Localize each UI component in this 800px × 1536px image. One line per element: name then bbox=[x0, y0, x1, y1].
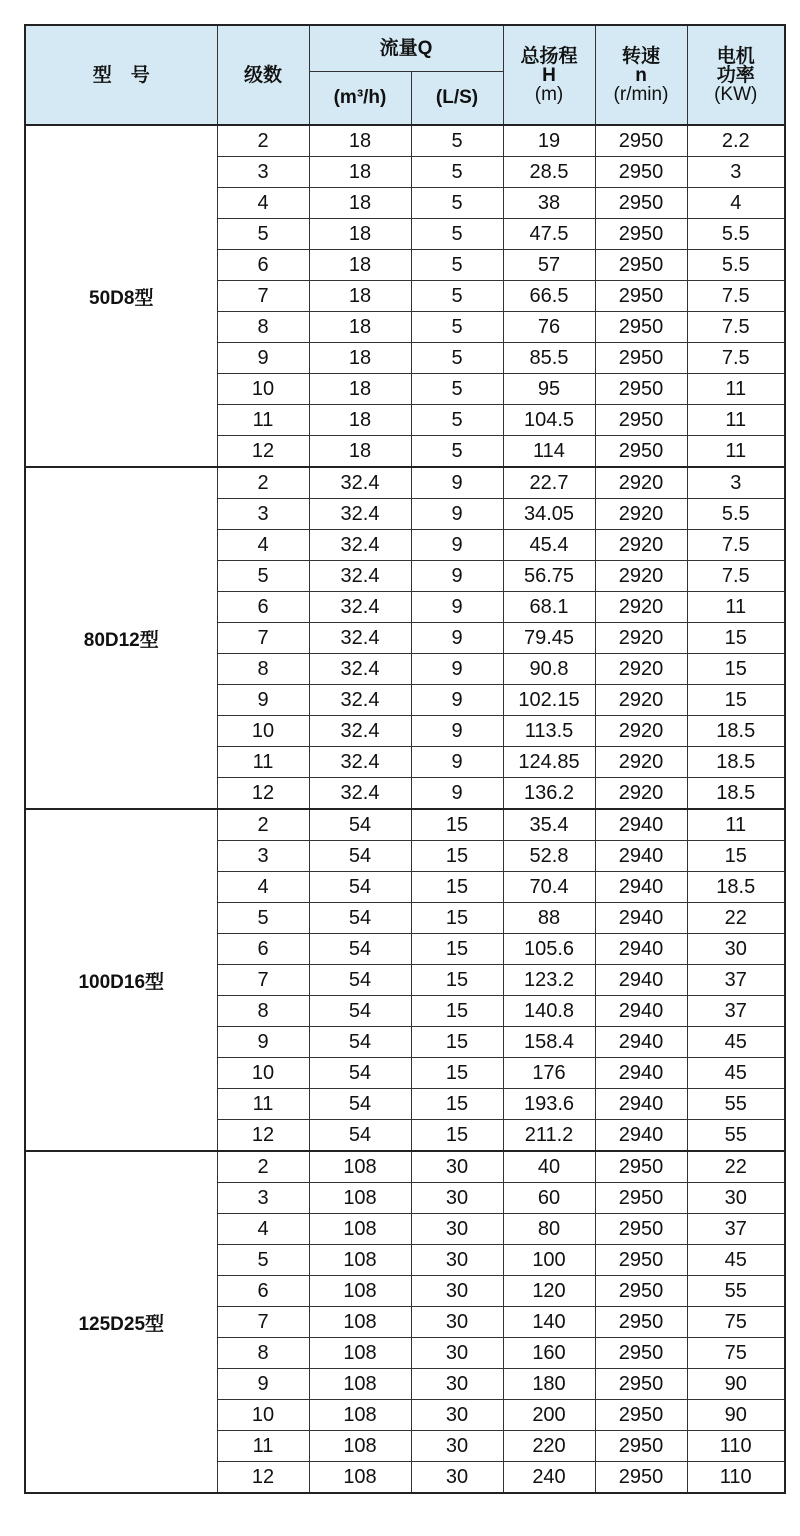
stages-cell: 7 bbox=[217, 965, 309, 996]
stages-cell: 4 bbox=[217, 188, 309, 219]
flow-ls-cell: 15 bbox=[411, 1027, 503, 1058]
stages-cell: 3 bbox=[217, 157, 309, 188]
stages-cell: 8 bbox=[217, 312, 309, 343]
power-cell: 18.5 bbox=[687, 778, 785, 810]
flow-m3h-cell: 54 bbox=[309, 965, 411, 996]
speed-cell: 2940 bbox=[595, 965, 687, 996]
table-row bbox=[25, 467, 785, 499]
flow-ls-cell: 15 bbox=[411, 965, 503, 996]
power-cell: 22 bbox=[687, 1151, 785, 1183]
flow-ls-cell: 15 bbox=[411, 809, 503, 841]
flow-ls-cell: 5 bbox=[411, 219, 503, 250]
flow-ls-cell: 30 bbox=[411, 1431, 503, 1462]
head-cell: 60 bbox=[503, 1183, 595, 1214]
flow-m3h-cell: 54 bbox=[309, 809, 411, 841]
head-cell: 88 bbox=[503, 903, 595, 934]
flow-ls-cell: 30 bbox=[411, 1369, 503, 1400]
flow-m3h-cell: 54 bbox=[309, 841, 411, 872]
power-cell: 15 bbox=[687, 841, 785, 872]
header-speed-unit: (r/min) bbox=[613, 83, 669, 105]
flow-ls-cell: 30 bbox=[411, 1183, 503, 1214]
speed-cell: 2950 bbox=[595, 1307, 687, 1338]
flow-m3h-cell: 32.4 bbox=[309, 467, 411, 499]
stages-cell: 8 bbox=[217, 996, 309, 1027]
flow-m3h-cell: 18 bbox=[309, 374, 411, 405]
head-cell: 211.2 bbox=[503, 1120, 595, 1152]
power-cell: 90 bbox=[687, 1369, 785, 1400]
head-cell: 70.4 bbox=[503, 872, 595, 903]
power-cell: 55 bbox=[687, 1120, 785, 1152]
head-cell: 57 bbox=[503, 250, 595, 281]
head-cell: 56.75 bbox=[503, 561, 595, 592]
power-cell: 11 bbox=[687, 374, 785, 405]
stages-cell: 10 bbox=[217, 1400, 309, 1431]
power-cell: 37 bbox=[687, 965, 785, 996]
speed-cell: 2950 bbox=[595, 250, 687, 281]
power-cell: 75 bbox=[687, 1338, 785, 1369]
flow-ls-cell: 5 bbox=[411, 125, 503, 157]
speed-cell: 2920 bbox=[595, 685, 687, 716]
speed-cell: 2950 bbox=[595, 1214, 687, 1245]
head-cell: 105.6 bbox=[503, 934, 595, 965]
stages-cell: 7 bbox=[217, 1307, 309, 1338]
speed-cell: 2950 bbox=[595, 374, 687, 405]
stages-cell: 2 bbox=[217, 125, 309, 157]
flow-m3h-cell: 54 bbox=[309, 1120, 411, 1152]
power-cell: 90 bbox=[687, 1400, 785, 1431]
head-cell: 66.5 bbox=[503, 281, 595, 312]
head-cell: 68.1 bbox=[503, 592, 595, 623]
header-speed-line1: 转速 bbox=[621, 45, 660, 67]
stages-cell: 11 bbox=[217, 747, 309, 778]
flow-m3h-cell: 18 bbox=[309, 405, 411, 436]
flow-ls-cell: 9 bbox=[411, 716, 503, 747]
flow-ls-cell: 30 bbox=[411, 1338, 503, 1369]
head-cell: 140 bbox=[503, 1307, 595, 1338]
power-cell: 7.5 bbox=[687, 343, 785, 374]
flow-m3h-cell: 32.4 bbox=[309, 592, 411, 623]
flow-ls-cell: 5 bbox=[411, 436, 503, 468]
table-row bbox=[25, 125, 785, 157]
flow-m3h-cell: 54 bbox=[309, 1058, 411, 1089]
stages-cell: 4 bbox=[217, 872, 309, 903]
speed-cell: 2950 bbox=[595, 219, 687, 250]
head-cell: 19 bbox=[503, 125, 595, 157]
flow-ls-cell: 9 bbox=[411, 685, 503, 716]
flow-ls-cell: 15 bbox=[411, 841, 503, 872]
power-cell: 18.5 bbox=[687, 716, 785, 747]
speed-cell: 2950 bbox=[595, 1151, 687, 1183]
stages-cell: 10 bbox=[217, 716, 309, 747]
flow-ls-cell: 9 bbox=[411, 623, 503, 654]
head-cell: 38 bbox=[503, 188, 595, 219]
power-cell: 3 bbox=[687, 157, 785, 188]
stages-cell: 11 bbox=[217, 1431, 309, 1462]
flow-ls-cell: 15 bbox=[411, 996, 503, 1027]
head-cell: 123.2 bbox=[503, 965, 595, 996]
speed-cell: 2940 bbox=[595, 1089, 687, 1120]
power-cell: 18.5 bbox=[687, 872, 785, 903]
speed-cell: 2950 bbox=[595, 281, 687, 312]
flow-m3h-cell: 54 bbox=[309, 872, 411, 903]
stages-cell: 7 bbox=[217, 281, 309, 312]
head-cell: 158.4 bbox=[503, 1027, 595, 1058]
flow-m3h-cell: 32.4 bbox=[309, 716, 411, 747]
flow-ls-cell: 15 bbox=[411, 1058, 503, 1089]
head-cell: 95 bbox=[503, 374, 595, 405]
flow-m3h-cell: 108 bbox=[309, 1369, 411, 1400]
table-body bbox=[25, 125, 785, 1493]
flow-m3h-cell: 18 bbox=[309, 343, 411, 374]
header-speed-line2: n bbox=[635, 64, 647, 86]
flow-ls-cell: 9 bbox=[411, 499, 503, 530]
flow-m3h-cell: 32.4 bbox=[309, 499, 411, 530]
head-cell: 52.8 bbox=[503, 841, 595, 872]
stages-cell: 4 bbox=[217, 530, 309, 561]
flow-m3h-cell: 18 bbox=[309, 188, 411, 219]
power-cell: 75 bbox=[687, 1307, 785, 1338]
power-cell: 5.5 bbox=[687, 250, 785, 281]
stages-cell: 3 bbox=[217, 1183, 309, 1214]
header-power-unit: (KW) bbox=[714, 83, 758, 105]
speed-cell: 2950 bbox=[595, 1462, 687, 1494]
flow-ls-cell: 30 bbox=[411, 1276, 503, 1307]
power-cell: 45 bbox=[687, 1058, 785, 1089]
head-cell: 160 bbox=[503, 1338, 595, 1369]
flow-ls-cell: 9 bbox=[411, 467, 503, 499]
speed-cell: 2920 bbox=[595, 467, 687, 499]
flow-m3h-cell: 32.4 bbox=[309, 778, 411, 810]
stages-cell: 9 bbox=[217, 1027, 309, 1058]
stages-cell: 6 bbox=[217, 934, 309, 965]
flow-ls-cell: 30 bbox=[411, 1245, 503, 1276]
power-cell: 45 bbox=[687, 1027, 785, 1058]
header-head-line1: 总扬程 bbox=[520, 45, 578, 67]
header-power-line1: 电机 bbox=[716, 45, 755, 67]
stages-cell: 12 bbox=[217, 436, 309, 468]
flow-ls-cell: 5 bbox=[411, 343, 503, 374]
head-cell: 47.5 bbox=[503, 219, 595, 250]
head-cell: 79.45 bbox=[503, 623, 595, 654]
flow-m3h-cell: 54 bbox=[309, 1089, 411, 1120]
header-head-line2: H bbox=[542, 64, 556, 86]
speed-cell: 2920 bbox=[595, 623, 687, 654]
head-cell: 140.8 bbox=[503, 996, 595, 1027]
flow-m3h-cell: 32.4 bbox=[309, 685, 411, 716]
head-cell: 136.2 bbox=[503, 778, 595, 810]
speed-cell: 2920 bbox=[595, 747, 687, 778]
power-cell: 55 bbox=[687, 1089, 785, 1120]
power-cell: 30 bbox=[687, 934, 785, 965]
head-cell: 102.15 bbox=[503, 685, 595, 716]
power-cell: 110 bbox=[687, 1431, 785, 1462]
flow-ls-cell: 9 bbox=[411, 530, 503, 561]
stages-cell: 9 bbox=[217, 343, 309, 374]
stages-cell: 10 bbox=[217, 374, 309, 405]
header-power bbox=[687, 25, 785, 125]
power-cell: 7.5 bbox=[687, 561, 785, 592]
flow-ls-cell: 5 bbox=[411, 188, 503, 219]
power-cell: 37 bbox=[687, 996, 785, 1027]
flow-ls-cell: 15 bbox=[411, 1120, 503, 1152]
stages-cell: 5 bbox=[217, 903, 309, 934]
speed-cell: 2950 bbox=[595, 312, 687, 343]
power-cell: 11 bbox=[687, 405, 785, 436]
flow-m3h-cell: 18 bbox=[309, 157, 411, 188]
flow-ls-cell: 30 bbox=[411, 1151, 503, 1183]
flow-ls-cell: 15 bbox=[411, 1089, 503, 1120]
table-header bbox=[25, 25, 785, 125]
stages-cell: 10 bbox=[217, 1058, 309, 1089]
power-cell: 37 bbox=[687, 1214, 785, 1245]
power-cell: 7.5 bbox=[687, 312, 785, 343]
head-cell: 220 bbox=[503, 1431, 595, 1462]
stages-cell: 3 bbox=[217, 499, 309, 530]
stages-cell: 8 bbox=[217, 1338, 309, 1369]
flow-m3h-cell: 108 bbox=[309, 1462, 411, 1494]
flow-ls-cell: 9 bbox=[411, 654, 503, 685]
flow-ls-cell: 9 bbox=[411, 592, 503, 623]
stages-cell: 2 bbox=[217, 467, 309, 499]
power-cell: 15 bbox=[687, 685, 785, 716]
head-cell: 180 bbox=[503, 1369, 595, 1400]
stages-cell: 3 bbox=[217, 841, 309, 872]
stages-cell: 12 bbox=[217, 1120, 309, 1152]
power-cell: 15 bbox=[687, 623, 785, 654]
flow-m3h-cell: 32.4 bbox=[309, 747, 411, 778]
flow-m3h-cell: 54 bbox=[309, 1027, 411, 1058]
speed-cell: 2950 bbox=[595, 1183, 687, 1214]
flow-m3h-cell: 108 bbox=[309, 1214, 411, 1245]
speed-cell: 2950 bbox=[595, 1431, 687, 1462]
flow-m3h-cell: 32.4 bbox=[309, 530, 411, 561]
header-model: 型 号 bbox=[25, 25, 217, 125]
flow-m3h-cell: 18 bbox=[309, 436, 411, 468]
flow-m3h-cell: 18 bbox=[309, 250, 411, 281]
speed-cell: 2920 bbox=[595, 654, 687, 685]
head-cell: 100 bbox=[503, 1245, 595, 1276]
speed-cell: 2920 bbox=[595, 716, 687, 747]
head-cell: 113.5 bbox=[503, 716, 595, 747]
pump-spec-table bbox=[24, 24, 786, 1494]
speed-cell: 2940 bbox=[595, 809, 687, 841]
table-row bbox=[25, 809, 785, 841]
power-cell: 2.2 bbox=[687, 125, 785, 157]
flow-m3h-cell: 108 bbox=[309, 1400, 411, 1431]
flow-m3h-cell: 108 bbox=[309, 1276, 411, 1307]
stages-cell: 12 bbox=[217, 778, 309, 810]
power-cell: 11 bbox=[687, 809, 785, 841]
flow-ls-cell: 30 bbox=[411, 1307, 503, 1338]
power-cell: 45 bbox=[687, 1245, 785, 1276]
header-power-line2: 功率 bbox=[716, 64, 755, 86]
speed-cell: 2920 bbox=[595, 778, 687, 810]
flow-m3h-cell: 108 bbox=[309, 1245, 411, 1276]
flow-m3h-cell: 108 bbox=[309, 1151, 411, 1183]
speed-cell: 2940 bbox=[595, 1027, 687, 1058]
flow-ls-cell: 5 bbox=[411, 374, 503, 405]
stages-cell: 12 bbox=[217, 1462, 309, 1494]
power-cell: 11 bbox=[687, 436, 785, 468]
flow-m3h-cell: 108 bbox=[309, 1338, 411, 1369]
head-cell: 22.7 bbox=[503, 467, 595, 499]
flow-m3h-cell: 108 bbox=[309, 1183, 411, 1214]
flow-ls-cell: 5 bbox=[411, 312, 503, 343]
power-cell: 5.5 bbox=[687, 499, 785, 530]
flow-ls-cell: 9 bbox=[411, 778, 503, 810]
flow-ls-cell: 5 bbox=[411, 157, 503, 188]
head-cell: 40 bbox=[503, 1151, 595, 1183]
head-cell: 200 bbox=[503, 1400, 595, 1431]
flow-m3h-cell: 32.4 bbox=[309, 561, 411, 592]
flow-ls-cell: 15 bbox=[411, 934, 503, 965]
flow-m3h-cell: 54 bbox=[309, 934, 411, 965]
speed-cell: 2920 bbox=[595, 561, 687, 592]
head-cell: 28.5 bbox=[503, 157, 595, 188]
flow-m3h-cell: 108 bbox=[309, 1431, 411, 1462]
flow-ls-cell: 5 bbox=[411, 405, 503, 436]
stages-cell: 6 bbox=[217, 592, 309, 623]
power-cell: 5.5 bbox=[687, 219, 785, 250]
flow-m3h-cell: 54 bbox=[309, 903, 411, 934]
head-cell: 85.5 bbox=[503, 343, 595, 374]
flow-ls-cell: 30 bbox=[411, 1462, 503, 1494]
power-cell: 11 bbox=[687, 592, 785, 623]
speed-cell: 2940 bbox=[595, 872, 687, 903]
flow-ls-cell: 9 bbox=[411, 747, 503, 778]
stages-cell: 6 bbox=[217, 250, 309, 281]
header-head bbox=[503, 25, 595, 125]
speed-cell: 2950 bbox=[595, 157, 687, 188]
flow-ls-cell: 15 bbox=[411, 903, 503, 934]
power-cell: 7.5 bbox=[687, 281, 785, 312]
speed-cell: 2950 bbox=[595, 343, 687, 374]
stages-cell: 9 bbox=[217, 685, 309, 716]
flow-ls-cell: 30 bbox=[411, 1400, 503, 1431]
stages-cell: 9 bbox=[217, 1369, 309, 1400]
head-cell: 45.4 bbox=[503, 530, 595, 561]
speed-cell: 2950 bbox=[595, 188, 687, 219]
header-head-unit: (m) bbox=[534, 83, 564, 105]
head-cell: 76 bbox=[503, 312, 595, 343]
flow-m3h-cell: 32.4 bbox=[309, 623, 411, 654]
head-cell: 114 bbox=[503, 436, 595, 468]
stages-cell: 11 bbox=[217, 1089, 309, 1120]
speed-cell: 2940 bbox=[595, 1120, 687, 1152]
stages-cell: 7 bbox=[217, 623, 309, 654]
speed-cell: 2950 bbox=[595, 405, 687, 436]
head-cell: 80 bbox=[503, 1214, 595, 1245]
table-row bbox=[25, 1151, 785, 1183]
head-cell: 35.4 bbox=[503, 809, 595, 841]
speed-cell: 2940 bbox=[595, 903, 687, 934]
flow-m3h-cell: 32.4 bbox=[309, 654, 411, 685]
head-cell: 176 bbox=[503, 1058, 595, 1089]
stages-cell: 6 bbox=[217, 1276, 309, 1307]
power-cell: 18.5 bbox=[687, 747, 785, 778]
speed-cell: 2950 bbox=[595, 1400, 687, 1431]
flow-m3h-cell: 18 bbox=[309, 281, 411, 312]
power-cell: 7.5 bbox=[687, 530, 785, 561]
stages-cell: 2 bbox=[217, 1151, 309, 1183]
speed-cell: 2940 bbox=[595, 996, 687, 1027]
flow-m3h-cell: 108 bbox=[309, 1307, 411, 1338]
flow-ls-cell: 9 bbox=[411, 561, 503, 592]
flow-ls-cell: 15 bbox=[411, 872, 503, 903]
header-flow-m3h: (m³/h) bbox=[309, 71, 411, 125]
head-cell: 104.5 bbox=[503, 405, 595, 436]
speed-cell: 2950 bbox=[595, 436, 687, 468]
stages-cell: 8 bbox=[217, 654, 309, 685]
flow-ls-cell: 5 bbox=[411, 250, 503, 281]
header-speed bbox=[595, 25, 687, 125]
flow-ls-cell: 30 bbox=[411, 1214, 503, 1245]
speed-cell: 2950 bbox=[595, 125, 687, 157]
flow-m3h-cell: 18 bbox=[309, 125, 411, 157]
speed-cell: 2940 bbox=[595, 1058, 687, 1089]
power-cell: 110 bbox=[687, 1462, 785, 1494]
speed-cell: 2920 bbox=[595, 592, 687, 623]
power-cell: 3 bbox=[687, 467, 785, 499]
header-stages: 级数 bbox=[217, 25, 309, 125]
head-cell: 240 bbox=[503, 1462, 595, 1494]
head-cell: 193.6 bbox=[503, 1089, 595, 1120]
flow-m3h-cell: 54 bbox=[309, 996, 411, 1027]
model-cell: 125D25型 bbox=[25, 1151, 217, 1493]
stages-cell: 11 bbox=[217, 405, 309, 436]
stages-cell: 5 bbox=[217, 561, 309, 592]
power-cell: 30 bbox=[687, 1183, 785, 1214]
speed-cell: 2950 bbox=[595, 1245, 687, 1276]
speed-cell: 2950 bbox=[595, 1369, 687, 1400]
flow-m3h-cell: 18 bbox=[309, 219, 411, 250]
power-cell: 15 bbox=[687, 654, 785, 685]
speed-cell: 2950 bbox=[595, 1338, 687, 1369]
stages-cell: 5 bbox=[217, 219, 309, 250]
model-cell: 100D16型 bbox=[25, 809, 217, 1151]
power-cell: 22 bbox=[687, 903, 785, 934]
header-flow-ls: (L/S) bbox=[411, 71, 503, 125]
head-cell: 120 bbox=[503, 1276, 595, 1307]
head-cell: 124.85 bbox=[503, 747, 595, 778]
speed-cell: 2940 bbox=[595, 841, 687, 872]
head-cell: 90.8 bbox=[503, 654, 595, 685]
header-flow: 流量Q bbox=[309, 25, 503, 71]
power-cell: 4 bbox=[687, 188, 785, 219]
speed-cell: 2940 bbox=[595, 934, 687, 965]
flow-m3h-cell: 18 bbox=[309, 312, 411, 343]
stages-cell: 5 bbox=[217, 1245, 309, 1276]
speed-cell: 2950 bbox=[595, 1276, 687, 1307]
head-cell: 34.05 bbox=[503, 499, 595, 530]
power-cell: 55 bbox=[687, 1276, 785, 1307]
flow-ls-cell: 5 bbox=[411, 281, 503, 312]
stages-cell: 2 bbox=[217, 809, 309, 841]
speed-cell: 2920 bbox=[595, 530, 687, 561]
model-cell: 50D8型 bbox=[25, 125, 217, 467]
model-cell: 80D12型 bbox=[25, 467, 217, 809]
stages-cell: 4 bbox=[217, 1214, 309, 1245]
speed-cell: 2920 bbox=[595, 499, 687, 530]
